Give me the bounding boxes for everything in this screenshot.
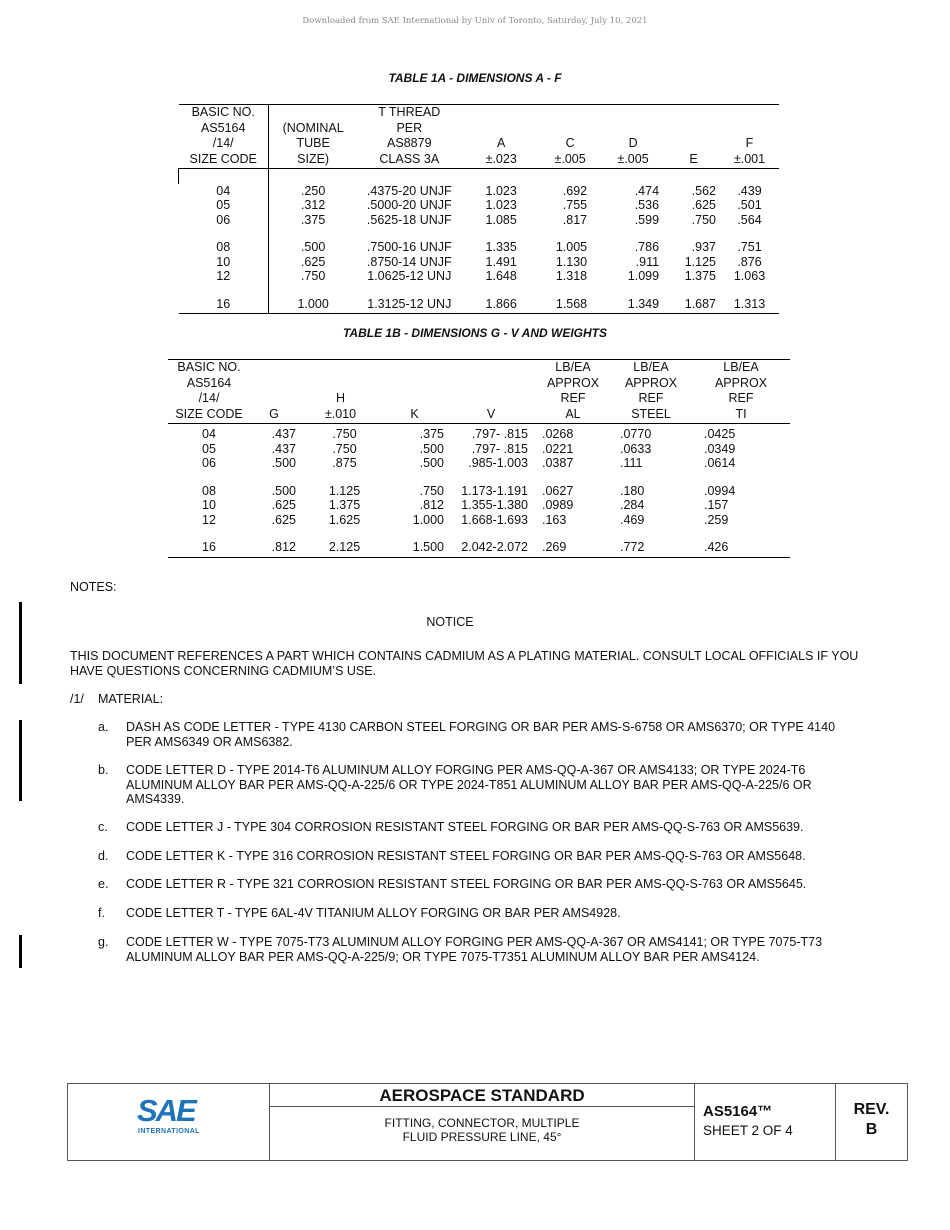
notice-text: THIS DOCUMENT REFERENCES A PART WHICH CONTAINS CADMIUM AS A PLATING MATERIAL. CONSULT LOCAL OFFICIALS IF YOU HAVE QUESTIONS CONCERNING CADMIUM’S USE. [70,649,859,678]
table-row: 05 .437 .750 .500 .797- .815 .0221 .0633 .0349 [202,441,736,456]
material-note-number: /1/ [70,692,84,706]
material-item-text: CODE LETTER W - TYPE 7075-T73 ALUMINUM ALLOY FORGING PER AMS-QQ-A-367 OR AMS4141; OR TYPE 7075-T73 ALUMINUM ALLOY BAR PER AMS-QQ-A-225/9; OR TYPE 7075-T7351 ALUMINUM ALLOY BAR PER AMS4124. [126,935,823,964]
table-row: 05 .312 .5000-20 UNJF 1.023 .755 .536 .625 .501 [216,198,762,212]
t1b-header-k: K [383,360,446,424]
table-row: 10 .625 .8750-14 UNJF 1.491 1.130 .911 1.125 .876 [216,254,762,269]
t1b-header-g: G [250,360,298,424]
t1b-header-h: H ±.010 [298,360,383,424]
table-row: 08 .500 1.125 .750 1.173-1.191 .0627 .180 .0994 [202,483,736,498]
sae-logo-subtext: INTERNATIONAL [138,1128,200,1135]
t1b-header-al: LB/EA APPROX REF AL [536,360,610,424]
material-item-text: CODE LETTER D - TYPE 2014-T6 ALUMINUM ALLOY FORGING PER AMS-QQ-A-367 OR AMS4133; OR TYPE 2024-T6 ALUMINUM ALLOY BAR PER AMS-QQ-A-225/6 OR TYPE 2024-T851 ALUMINUM ALLOY BAR PER AMS-QQ-A-225/6 OR AMS4339. [126,763,812,806]
table-row: 06 .500 .875 .500 .985-1.003 .0387 .111 .0614 [202,456,736,470]
sheet-number: SHEET 2 OF 4 [703,1123,793,1138]
table-row: 16 .812 2.125 1.500 2.042-2.072 .269 .772 .426 [168,540,790,557]
material-item-letter: c. [98,820,108,834]
sae-logo: SAE [137,1093,195,1128]
table-row: 12 .750 1.0625-12 UNJ 1.648 1.318 1.099 1.375 1.063 [216,269,766,283]
revision-change-bar [19,935,22,968]
material-item-letter: g. [98,935,109,949]
t1b-header-ti: LB/EA APPROX REF TI [692,360,790,424]
material-item-text: CODE LETTER J - TYPE 304 CORROSION RESISTANT STEEL FORGING OR BAR PER AMS-QQ-S-763 OR AMS5639. [126,820,804,834]
t1a-header-c: C ±.005 [541,105,599,169]
table-1b [168,359,790,558]
part-description-line1: FITTING, CONNECTOR, MULTIPLE [384,1116,580,1130]
document-number-cell [695,1084,836,1160]
notice-heading: NOTICE [426,615,474,629]
material-item-text: CODE LETTER T - TYPE 6AL-4V TITANIUM ALLOY FORGING OR BAR PER AMS4928. [126,906,621,920]
title-cell [270,1084,695,1160]
t1b-header-basic: BASIC NO. AS5164 /14/ SIZE CODE [168,360,250,424]
t1a-header-a: A ±.023 [461,105,541,169]
revision-value: B [865,1121,878,1138]
t1a-header-tube: (NOMINAL TUBE SIZE) [268,105,357,169]
revision-change-bar [19,720,22,801]
t1a-header-thread: T THREAD PER AS8879 CLASS 3A [357,105,461,169]
revision-cell [836,1084,907,1160]
material-item-text: CODE LETTER R - TYPE 321 CORROSION RESISTANT STEEL FORGING OR BAR PER AMS-QQ-S-763 OR AMS5645. [126,877,807,891]
document-number: AS5164™ [703,1103,773,1120]
material-item-letter: d. [98,849,109,863]
material-item-letter: b. [98,763,109,777]
notes-label: NOTES: [70,580,117,594]
t1a-header-e: E [667,105,720,169]
standard-title: AEROSPACE STANDARD [270,1084,694,1107]
material-item-letter: f. [98,906,105,920]
table-1a [178,104,779,314]
t1a-header-f: F ±.001 [720,105,779,169]
t1a-header-basic: BASIC NO. AS5164 /14/ SIZE CODE [179,105,269,169]
table-row: 06 .375 .5625-18 UNJF 1.085 .817 .599 .750 .564 [216,212,762,227]
material-item-text: DASH AS CODE LETTER - TYPE 4130 CARBON STEEL FORGING OR BAR PER AMS-S-6758 OR AMS6370; OR TYPE 4140 PER AMS6349 OR AMS6382. [126,720,836,749]
t1b-header-v: V [446,360,536,424]
material-item-text: CODE LETTER K - TYPE 316 CORROSION RESISTANT STEEL FORGING OR BAR PER AMS-QQ-S-763 OR AMS5648. [126,849,806,863]
table-row: 04 .437 .750 .375 .797- .815 .0268 .0770 .0425 [202,427,736,441]
material-item-letter: a. [98,720,109,734]
t1a-header-d: D ±.005 [599,105,667,169]
t1b-header-steel: LB/EA APPROX REF STEEL [610,360,692,424]
table-row: 10 .625 1.375 .812 1.355-1.380 .0989 .284 .157 [202,498,729,512]
material-label: MATERIAL: [98,692,164,706]
table-1b-title: TABLE 1B - DIMENSIONS G - V AND WEIGHTS [342,326,607,340]
table-row: 04 .250 .4375-20 UNJF 1.023 .692 .474 .562 .439 [216,183,762,198]
title-block [67,1083,908,1161]
part-description-line2: FLUID PRESSURE LINE, 45° [402,1130,562,1144]
table-1a-title: TABLE 1A - DIMENSIONS A - F [388,71,562,85]
table-row: 12 .625 1.625 1.000 1.668-1.693 .163 .469 .259 [202,512,729,527]
table-row: 16 1.000 1.3125-12 UNJ 1.866 1.568 1.349 1.687 1.313 [179,297,780,314]
logo-cell [68,1084,270,1160]
revision-label: REV. [853,1101,890,1118]
table-row: 08 .500 .7500-16 UNJF 1.335 1.005 .786 .937 .751 [216,240,762,254]
download-watermark: Downloaded from SAE International by Univ of Toronto, Saturday, July 10, 2021 [302,16,648,26]
material-item-letter: e. [98,877,109,891]
